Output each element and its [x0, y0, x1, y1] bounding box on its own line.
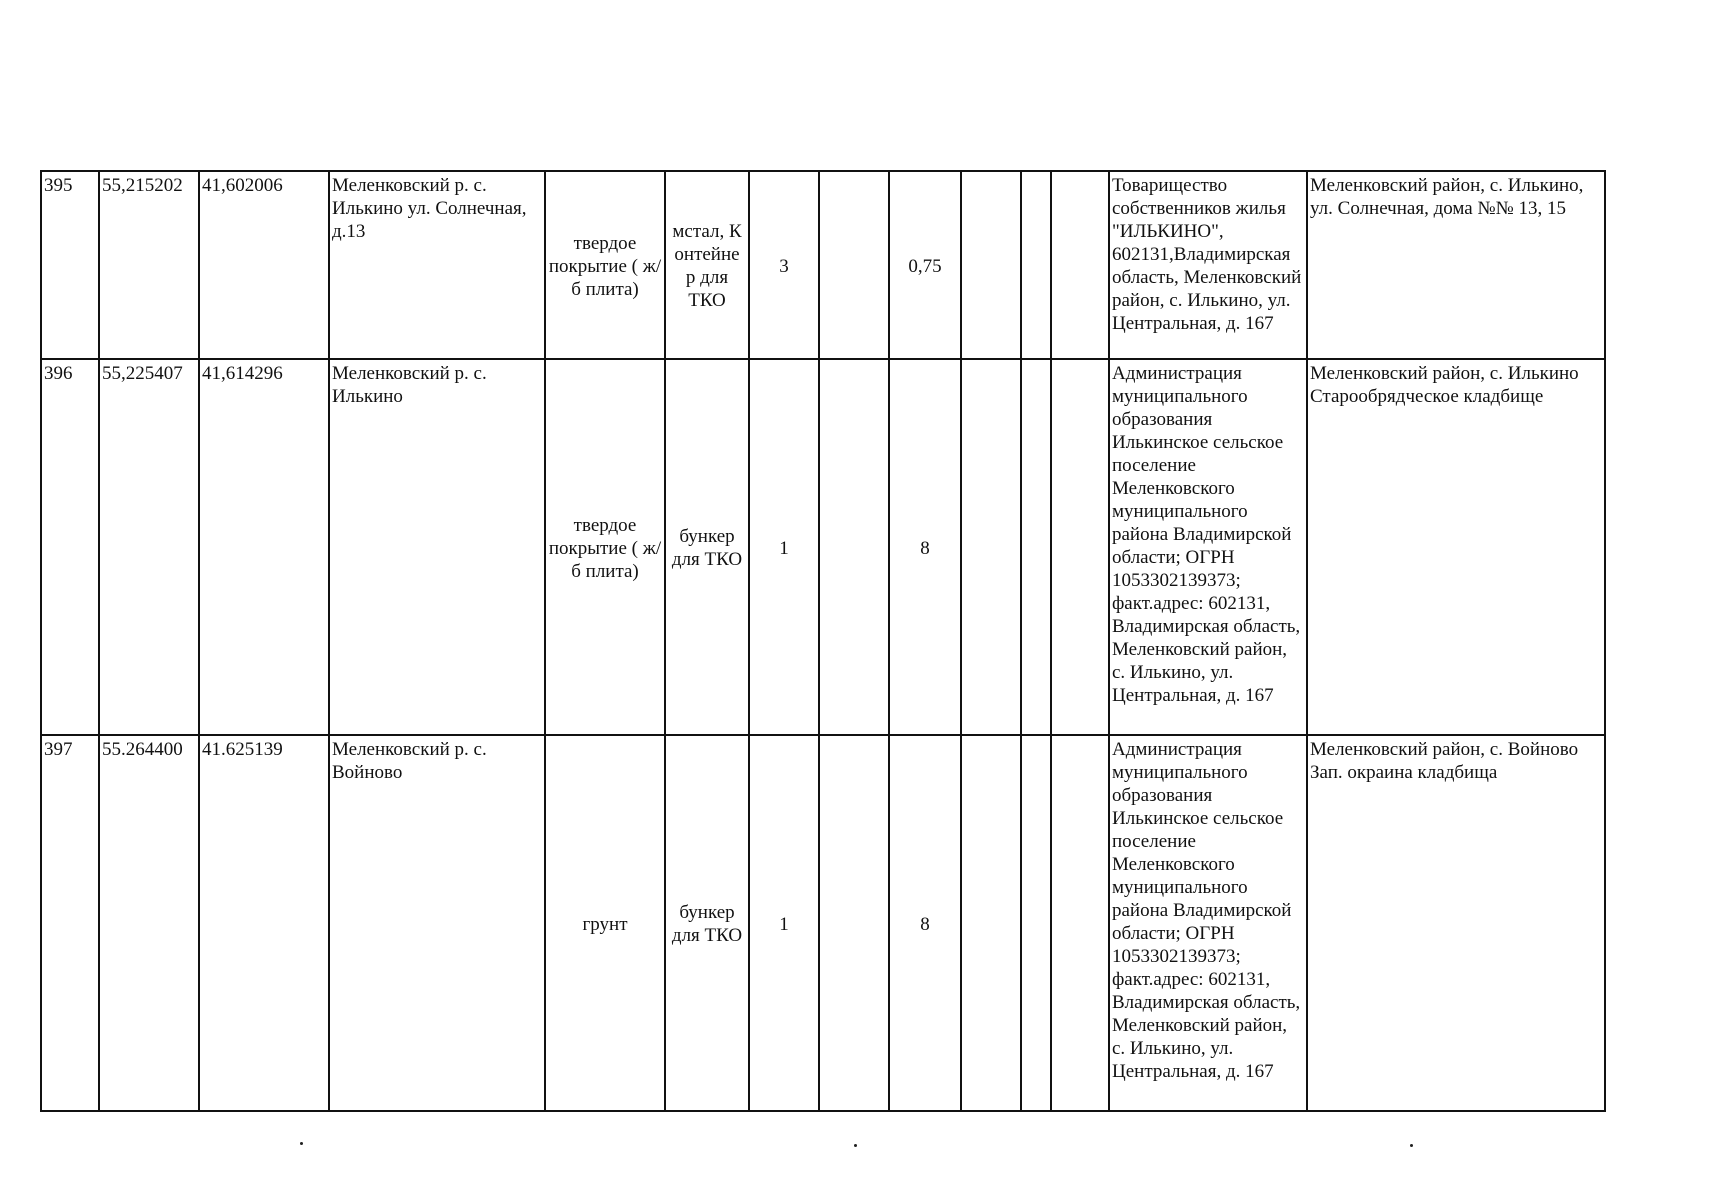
empty-cell — [1021, 359, 1051, 735]
empty-cell — [961, 171, 1021, 359]
empty-cell — [1051, 171, 1109, 359]
longitude-cell: 41,614296 — [199, 359, 329, 735]
container-count-cell: 3 — [749, 171, 819, 359]
table-row — [41, 171, 1605, 359]
container-count-cell: 1 — [749, 359, 819, 735]
surface-cell: грунт — [545, 735, 665, 1111]
container-volume-cell: 8 — [889, 359, 961, 735]
scan-speck — [854, 1144, 857, 1147]
scan-speck — [1410, 1144, 1413, 1147]
latitude-cell: 55,225407 — [99, 359, 199, 735]
scan-speck — [300, 1142, 303, 1145]
waste-source-cell: Меленковский район, с. Войново Зап. окраина кладбища — [1307, 735, 1605, 1111]
table-row — [41, 359, 1605, 735]
empty-cell — [1051, 359, 1109, 735]
empty-cell — [1051, 735, 1109, 1111]
container-type-cell: бункер для ТКО — [665, 359, 749, 735]
address-cell: Меленковский р. с. Войново — [329, 735, 545, 1111]
surface-cell: твердое покрытие ( ж/б плита) — [545, 359, 665, 735]
address-cell: Меленковский р. с. Илькино ул. Солнечная, д.13 — [329, 171, 545, 359]
container-volume-cell: 8 — [889, 735, 961, 1111]
longitude-cell: 41,602006 — [199, 171, 329, 359]
owner-cell: Администрация муниципального образования Илькинское сельское поселение Меленковского муниципального района Владимирской области; ОГРН 1053302139373; факт.адрес: 602131, Владимирская область, Меленковский район, с. Илькино, ул. Центральная, д. 167 — [1109, 359, 1307, 735]
waste-sites-table — [40, 170, 1606, 1112]
latitude-cell: 55.264400 — [99, 735, 199, 1111]
container-volume-cell: 0,75 — [889, 171, 961, 359]
latitude-cell: 55,215202 — [99, 171, 199, 359]
row-number: 396 — [41, 359, 99, 735]
empty-cell — [961, 359, 1021, 735]
row-number: 397 — [41, 735, 99, 1111]
row-number: 395 — [41, 171, 99, 359]
container-count-cell: 1 — [749, 735, 819, 1111]
empty-cell — [819, 359, 889, 735]
address-cell: Меленковский р. с. Илькино — [329, 359, 545, 735]
empty-cell — [1021, 735, 1051, 1111]
empty-cell — [961, 735, 1021, 1111]
owner-cell: Администрация муниципального образования Илькинское сельское поселение Меленковского муниципального района Владимирской области; ОГРН 1053302139373; факт.адрес: 602131, Владимирская область, Меленковский район, с. Илькино, ул. Центральная, д. 167 — [1109, 735, 1307, 1111]
waste-source-cell: Меленковский район, с. Илькино Старообрядческое кладбище — [1307, 359, 1605, 735]
waste-source-cell: Меленковский район, с. Илькино, ул. Солнечная, дома №№ 13, 15 — [1307, 171, 1605, 359]
empty-cell — [819, 171, 889, 359]
container-type-cell: бункер для ТКО — [665, 735, 749, 1111]
owner-cell: Товарищество собственников жилья "ИЛЬКИНО", 602131,Владимирская область, Меленковский район, с. Илькино, ул. Центральная, д. 167 — [1109, 171, 1307, 359]
surface-cell: твердое покрытие ( ж/б плита) — [545, 171, 665, 359]
table-row — [41, 735, 1605, 1111]
empty-cell — [819, 735, 889, 1111]
container-type-cell: мстал, К онтейне р для ТКО — [665, 171, 749, 359]
longitude-cell: 41.625139 — [199, 735, 329, 1111]
empty-cell — [1021, 171, 1051, 359]
